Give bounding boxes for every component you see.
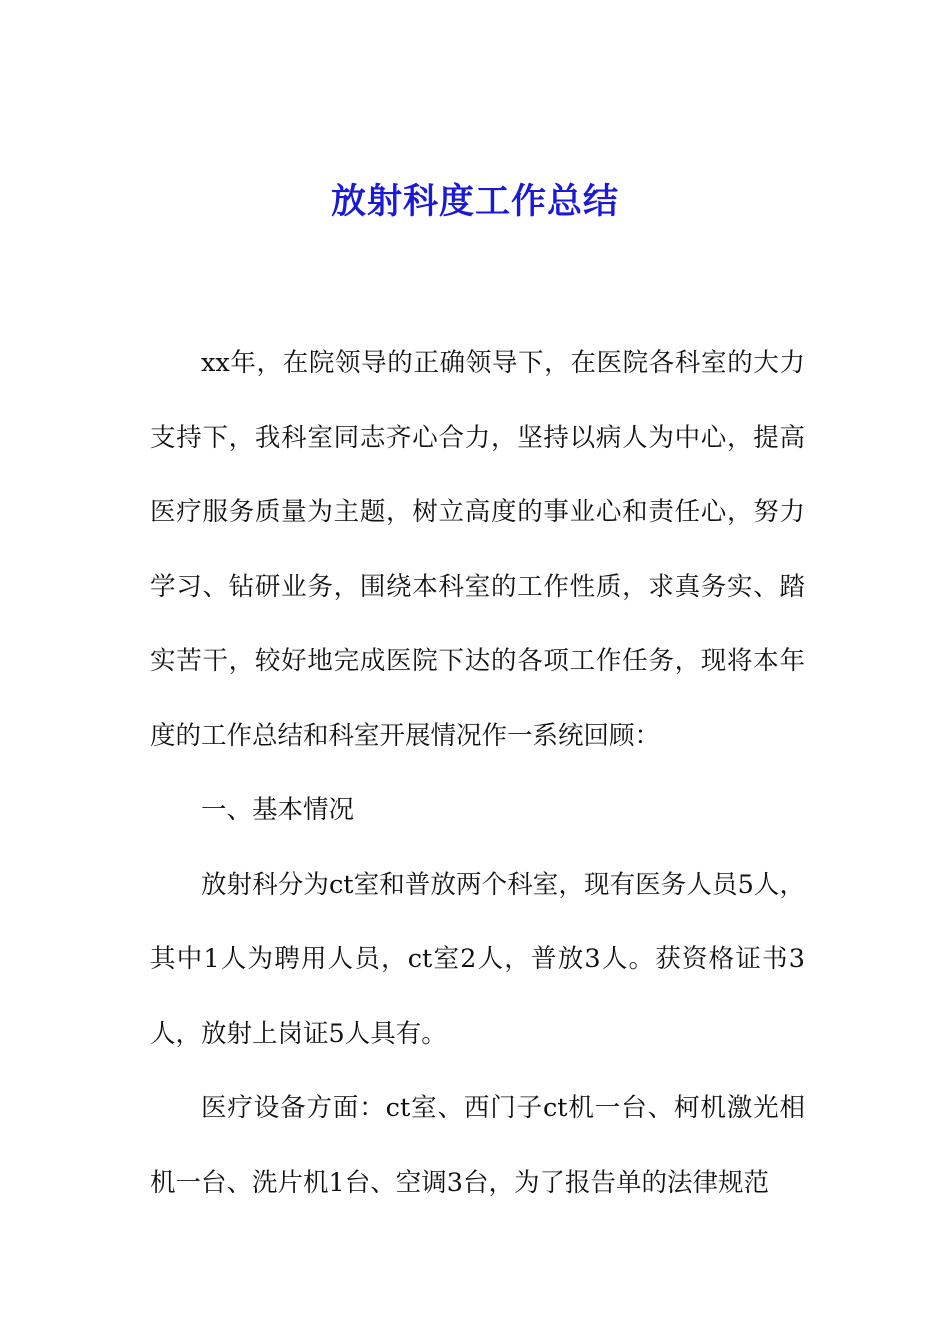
document-body: [150, 326, 805, 1220]
paragraph-staff: 放射科分为ct室和普放两个科室，现有医务人员5人，其中1人为聘用人员，ct室2人，普放3人。获资格证书3人，放射上岗证5人具有。: [150, 869, 805, 1049]
document-title: 放射科度工作总结: [330, 181, 619, 222]
paragraph-equipment: 医疗设备方面：ct室、西门子ct机一台、柯机激光相机一台、洗片机1台、空调3台，为了报告单的法律规范: [150, 1093, 805, 1198]
section-heading-basic-info: 一、基本情况: [201, 795, 355, 825]
paragraph-intro: xx年，在院领导的正确领导下，在医院各科室的大力支持下，我科室同志齐心合力，坚持以病人为中心，提高医疗服务质量为主题，树立高度的事业心和责任心，努力学习、钻研业务，围绕本科室的工作性质，求真务实、踏实苦干，较好地完成医院下达的各项工作任务，现将本年度的工作总结和科室开展情况作一系统回顾：: [150, 348, 805, 751]
